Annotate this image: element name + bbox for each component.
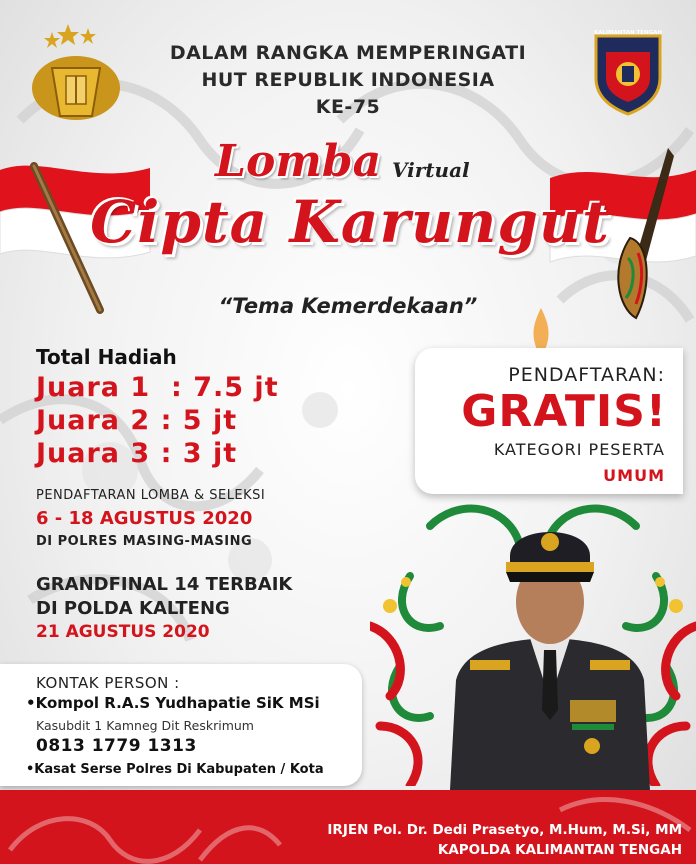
- total-prize-heading: Total Hadiah: [36, 345, 177, 369]
- registration-card: [415, 348, 683, 494]
- prize-item-3: Juara 3 : 3 jt: [36, 438, 238, 469]
- prize-item-2: Juara 2 : 5 jt: [36, 405, 238, 436]
- participant-category-label: KATEGORI PESERTA: [493, 440, 665, 459]
- police-emblem-icon: [22, 18, 130, 126]
- header-line-1: DALAM RANGKA MEMPERINGATI: [169, 42, 527, 64]
- badge-region-label: KALIMANTAN TENGAH: [594, 30, 662, 36]
- header-line-3: KE-75: [315, 96, 381, 118]
- selection-place: DI POLRES MASING-MASING: [36, 534, 253, 549]
- theme-subtitle: “Tema Kemerdekaan”: [218, 294, 478, 318]
- registration-price: GRATIS!: [461, 386, 667, 437]
- grandfinal-line-2: DI POLDA KALTENG: [36, 598, 230, 619]
- title-lomba: Lomba: [215, 136, 382, 187]
- contact-phone: 0813 1779 1313: [36, 736, 197, 756]
- contact-other: •Kasat Serse Polres Di Kabupaten / Kota: [26, 762, 324, 777]
- header-text: [120, 40, 576, 121]
- title-virtual: Virtual: [392, 158, 470, 182]
- selection-dates: 6 - 18 AGUSTUS 2020: [36, 508, 253, 529]
- participant-category: UMUM: [603, 466, 665, 485]
- title-cipta-karungut: Cipta Karungut: [90, 188, 610, 256]
- registration-label: PENDAFTARAN:: [508, 364, 665, 386]
- contact-name: •Kompol R.A.S Yudhapatie SiK MSi: [26, 694, 320, 712]
- grandfinal-date: 21 AGUSTUS 2020: [36, 622, 210, 642]
- prize-item-1: Juara 1 : 7.5 jt: [36, 372, 279, 403]
- grandfinal-line-1: GRANDFINAL 14 TERBAIK: [36, 574, 293, 595]
- contact-position: Kasubdit 1 Kamneg Dit Reskrimum: [36, 718, 254, 733]
- footer-officer-role: KAPOLDA KALIMANTAN TENGAH: [437, 842, 682, 858]
- header-line-2: HUT REPUBLIK INDONESIA: [201, 69, 495, 91]
- polda-kalteng-badge-icon: [592, 26, 664, 116]
- footer-officer-name: IRJEN Pol. Dr. Dedi Prasetyo, M.Hum, M.Si, MM: [327, 822, 682, 838]
- officer-portrait: [440, 510, 660, 790]
- selection-label: PENDAFTARAN LOMBA & SELEKSI: [36, 488, 266, 503]
- contact-title: KONTAK PERSON :: [36, 674, 180, 692]
- contact-card: [0, 664, 362, 786]
